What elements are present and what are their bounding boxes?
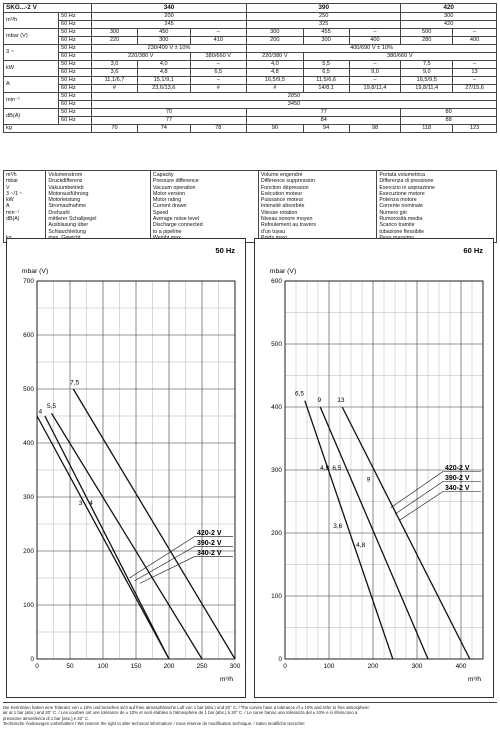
spec-cell: –: [190, 60, 247, 68]
spec-row: [4, 52, 497, 60]
spec-cell: –: [190, 76, 247, 84]
y-tick-label: 0: [30, 656, 34, 664]
x-tick-label: 150: [130, 663, 142, 670]
spec-cell: 11,1/6,7: [92, 76, 138, 84]
spec-frequency: 50 Hz: [59, 92, 92, 100]
series-label: 420-2 V: [445, 465, 470, 472]
spec-cell: 23,6/13,6: [137, 84, 190, 92]
spec-cell: 455: [303, 28, 349, 36]
spec-cell: 300: [401, 12, 497, 20]
spec-header-row: [4, 4, 497, 13]
legend-row: [4, 171, 497, 243]
x-axis-label: m³/h: [468, 676, 481, 683]
spec-row: [4, 60, 497, 68]
spec-cell: 400/690 V ± 10%: [247, 44, 497, 52]
spec-frequency: 50 Hz: [59, 44, 92, 52]
spec-cell: 300: [137, 36, 190, 44]
y-axis-label: mbar (V): [21, 268, 49, 275]
y-tick-label: 200: [23, 548, 34, 556]
footnote: [3, 702, 497, 727]
series-curve-390-2-v: [52, 413, 203, 659]
spec-row: [4, 108, 497, 116]
footnote-line: Technische Änderungen vorbehalten! / We reserve the right to alter technical information! / Sous réserve de modification technique. / Salvo modifiche tecniche!: [3, 721, 305, 727]
spec-frequency: 60 Hz: [59, 68, 92, 76]
x-tick-label: 100: [323, 663, 335, 670]
spec-frequency: 50 Hz: [59, 76, 92, 84]
chart-svg: [255, 239, 493, 697]
spec-row-label: 3 ~: [4, 44, 59, 60]
spec-frequency: 60 Hz: [59, 36, 92, 44]
spec-row: [4, 92, 497, 100]
spec-cell: 400: [349, 36, 401, 44]
x-tick-label: 0: [283, 663, 287, 670]
y-tick-label: 100: [271, 593, 282, 601]
x-tick-label: 200: [163, 663, 175, 670]
series-label: 340-2 V: [445, 485, 470, 492]
spec-cell: 6,5: [190, 68, 247, 76]
legend-entry: Discharge connected: [152, 222, 203, 229]
legend-entry: Niveau sonore moyen: [260, 216, 313, 223]
chart-title: 60 Hz: [463, 246, 483, 255]
x-tick-label: 200: [367, 663, 379, 670]
y-tick-label: 100: [23, 602, 34, 610]
spec-cell: –: [349, 60, 401, 68]
spec-cell: –: [453, 28, 497, 36]
spec-frequency: 60 Hz: [59, 100, 92, 108]
footnote-line: air at 1 bar (abs.) and 20° C. / Les courbes ont une tolérance de ± 10% et sont établies à l'atmosphère de 1 bar (abs.) à 20° C. / Le curve hanno una tolleranza del ± 10% e si riferiscono a: [3, 710, 358, 716]
legend-entry: Ausblasung über: [48, 222, 89, 229]
legend-entry: Motor version: [152, 190, 185, 197]
spec-cell: 220: [92, 36, 138, 44]
spec-cell: 280: [401, 36, 453, 44]
legend-entry: Current drawn: [152, 203, 187, 210]
legend-entry: Esecuzione motore: [379, 190, 425, 197]
legend-entry: A: [6, 203, 10, 210]
spec-cell: 300: [247, 28, 304, 36]
spec-cell: 94: [303, 124, 349, 132]
spec-cell: 4,8: [137, 68, 190, 76]
curve-power-label: 4,8: [320, 465, 330, 472]
spec-cell: 3,0: [92, 60, 138, 68]
spec-cell: 9,0: [401, 68, 453, 76]
spec-cell: 380/660 V: [303, 52, 496, 60]
chart-60hz: [254, 238, 494, 698]
spec-cell: #: [92, 84, 138, 92]
spec-cell: 13: [453, 68, 497, 76]
legend-entry: Volumenstrom: [48, 172, 83, 178]
spec-row: [4, 68, 497, 76]
spec-row: [4, 76, 497, 84]
spec-cell: #: [247, 84, 304, 92]
spec-cell: 27/15,6: [453, 84, 497, 92]
legend-entry: Différence suppression: [260, 178, 315, 185]
legend-entry: Schlauchleitung: [48, 228, 86, 235]
spec-cell: 245: [92, 20, 247, 28]
spec-cell: 3,6: [92, 68, 138, 76]
spec-cell: 80: [401, 108, 497, 116]
legend-entry: Puissance moteur: [260, 197, 304, 204]
y-tick-label: 500: [271, 341, 282, 349]
spec-cell: 19,8/11,4: [401, 84, 453, 92]
spec-cell: 500: [401, 28, 453, 36]
spec-frequency: 50 Hz: [59, 12, 92, 20]
spec-model: SKG...-2 V: [4, 4, 92, 13]
spec-cell: 98: [349, 124, 401, 132]
spec-row: [4, 20, 497, 28]
curve-power-label: 6,5: [332, 465, 342, 472]
spec-cell: 410: [190, 36, 247, 44]
spec-column-header: 340: [92, 4, 247, 13]
spec-row-label: mbar (V): [4, 28, 59, 44]
series-label: 420-2 V: [197, 529, 222, 537]
x-tick-label: 50: [66, 663, 74, 670]
curve-power-label: 9: [366, 476, 371, 484]
legend-entry: Motorleistung: [48, 197, 81, 204]
spec-row-label: m³/h: [4, 12, 59, 28]
legend-entry: dB(A): [6, 216, 20, 223]
chart-50hz: [6, 238, 246, 698]
legend-entry: mbar: [6, 178, 19, 185]
legend-table: [3, 170, 497, 243]
spec-frequency: 50 Hz: [59, 28, 92, 36]
spec-cell: 19,8/11,4: [349, 84, 401, 92]
series-leader-line: [395, 482, 443, 515]
legend-entry: Motorausführung: [48, 190, 89, 197]
spec-cell: 450: [137, 28, 190, 36]
spec-cell: 4,8: [247, 68, 304, 76]
spec-frequency: 60 Hz: [59, 116, 92, 124]
spec-cell: #: [190, 84, 247, 92]
spec-cell: 70: [92, 108, 247, 116]
legend-entry: Capacity: [152, 172, 174, 178]
series-curve-340-2-v: [45, 416, 169, 659]
curve-power-label: 13: [337, 396, 345, 404]
legend-entry: Exécution moteur: [260, 190, 303, 197]
chart-title: 50 Hz: [215, 246, 235, 255]
series-label: 390-2 V: [197, 539, 222, 547]
curve-power-label: 9: [317, 396, 322, 404]
x-tick-label: 250: [196, 663, 208, 670]
legend-column-de: [46, 171, 151, 243]
legend-column-fr: [258, 171, 376, 243]
spec-cell: 400: [453, 36, 497, 44]
spec-cell: 3450: [92, 100, 497, 108]
curve-power-label: 4: [38, 408, 43, 416]
legend-entry: Refoulement au travers: [260, 222, 316, 229]
y-tick-label: 200: [271, 530, 282, 538]
spec-cell: –: [453, 60, 497, 68]
spec-row-label: kW: [4, 60, 59, 76]
spec-cell: 15,1/9,1: [137, 76, 190, 84]
spec-cell: 88: [401, 116, 497, 124]
spec-cell: 220/380 V: [92, 52, 191, 60]
spec-cell: 200: [92, 12, 247, 20]
spec-cell: 380/660 V: [190, 52, 247, 60]
legend-entry: mittlerer Schallpegel: [48, 216, 97, 223]
spec-cell: –: [190, 28, 247, 36]
x-tick-label: 0: [35, 663, 39, 670]
y-tick-label: 500: [23, 386, 34, 394]
legend-entry: Pressure difference: [152, 178, 199, 185]
legend-entry: Motor rating: [152, 197, 182, 204]
spec-cell: –: [453, 76, 497, 84]
spec-cell: 16,5/9,5: [247, 76, 304, 84]
series-label: 390-2 V: [445, 475, 470, 482]
spec-row: [4, 124, 497, 132]
spec-row-label: A: [4, 76, 59, 92]
legend-entry: Druckdifferenz: [48, 178, 83, 185]
y-tick-label: 300: [23, 494, 34, 502]
legend-entry: Numero giri: [379, 209, 407, 216]
legend-entry: d'un tuyau: [260, 228, 286, 235]
spec-cell: 14/8,1: [303, 84, 349, 92]
legend-column-en: [150, 171, 258, 243]
legend-column-it: [377, 171, 497, 243]
spec-frequency: 60 Hz: [59, 84, 92, 92]
spec-cell: 78: [190, 124, 247, 132]
spec-cell: 2850: [92, 92, 497, 100]
y-tick-label: 600: [271, 278, 282, 286]
legend-entry: Stromaufnahme: [48, 203, 87, 210]
spec-cell: 325: [247, 20, 401, 28]
y-tick-label: 600: [23, 332, 34, 340]
legend-entry: tubazione flessibile: [379, 228, 425, 235]
spec-frequency: 60 Hz: [59, 20, 92, 28]
legend-entry: to a pipeline: [152, 228, 182, 235]
footnote-line: Die Kennlinien haben eine Toleranz von ± 10% und beziehen sich auf freie atmosphärische Luft von 1 bar (abs.) und 20° C. / The curves have a tolerance of ± 10% and refer to free atmospheric: [3, 705, 370, 710]
curve-power-label: 7,5: [70, 379, 80, 387]
spec-column-header: 420: [401, 4, 497, 13]
spec-cell: 300: [303, 36, 349, 44]
legend-entry: Drehzahl: [48, 209, 70, 216]
legend-entry: Vakuumbetrieb: [48, 184, 84, 191]
spec-row-label: min⁻¹: [4, 92, 59, 108]
spec-cell: 77: [247, 108, 401, 116]
spec-cell: 74: [137, 124, 190, 132]
spec-cell: 90: [247, 124, 304, 132]
spec-frequency: 50 Hz: [59, 108, 92, 116]
spec-cell: 6,5: [303, 68, 349, 76]
legend-entry: m³/h: [6, 172, 17, 178]
curve-power-label: 4: [89, 500, 93, 508]
y-tick-label: 400: [271, 404, 282, 412]
spec-cell: 300: [92, 28, 138, 36]
x-tick-label: 300: [411, 663, 423, 670]
legend-entry: Scarico tramite: [379, 222, 415, 229]
spec-row: [4, 12, 497, 20]
spec-cell: 84: [247, 116, 401, 124]
y-tick-label: 0: [278, 656, 282, 664]
spec-row: [4, 100, 497, 108]
spec-cell: 420: [401, 20, 497, 28]
y-tick-label: 700: [23, 278, 34, 286]
curve-power-label: 6,5: [294, 390, 305, 398]
spec-cell: 70: [92, 124, 138, 132]
y-tick-label: 300: [271, 467, 282, 475]
legend-entry: Esercizio in aspirazione: [379, 184, 435, 191]
x-axis-label: m³/h: [220, 676, 233, 683]
legend-entry: Intensité absorbée: [260, 203, 305, 210]
spec-cell: 9,0: [349, 68, 401, 76]
legend-entry: kW: [6, 197, 14, 204]
spec-cell: 16,5/9,5: [401, 76, 453, 84]
spec-cell: 250: [247, 12, 401, 20]
series-label: 340-2 V: [197, 549, 222, 557]
spec-row: [4, 28, 497, 36]
curve-power-label: 5,5: [46, 402, 57, 410]
spec-table: [3, 3, 497, 133]
spec-cell: 220/380 V: [247, 52, 304, 60]
spec-cell: –: [349, 28, 401, 36]
spec-row-label: kg: [4, 124, 92, 132]
legend-entry: Rumorosità media: [379, 216, 423, 223]
spec-row: [4, 36, 497, 44]
curve-power-label: 3,6: [333, 522, 343, 530]
spec-cell: 200: [247, 36, 304, 44]
spec-cell: 123: [453, 124, 497, 132]
spec-cell: 11,5/6,6: [303, 76, 349, 84]
spec-cell: –: [349, 76, 401, 84]
legend-entry: Speed: [152, 209, 169, 216]
legend-entry: Portata volumetrica: [379, 172, 425, 178]
legend-entry: Vacuum operation: [152, 184, 196, 191]
legend-entry: Fonction dépression: [260, 184, 309, 191]
legend-entry: Potenza motore: [379, 197, 417, 204]
legend-entry: Volume engendré: [260, 172, 303, 178]
spec-column-header: 390: [247, 4, 401, 13]
y-tick-label: 400: [23, 440, 34, 448]
x-tick-label: 100: [97, 663, 109, 670]
spec-cell: 4,0: [247, 60, 304, 68]
spec-frequency: 50 Hz: [59, 60, 92, 68]
curve-power-label: 4,8: [356, 541, 366, 549]
spec-cell: 5,5: [303, 60, 349, 68]
legend-entry: min⁻¹: [6, 209, 20, 216]
spec-cell: 77: [92, 116, 247, 124]
spec-row-label: dB(A): [4, 108, 59, 124]
legend-column-units: [4, 171, 46, 243]
spec-row: [4, 44, 497, 52]
spec-row: [4, 116, 497, 124]
y-axis-label: mbar (V): [269, 268, 297, 275]
spec-cell: 230/400 V ± 10%: [92, 44, 247, 52]
x-tick-label: 400: [455, 663, 467, 670]
spec-cell: 118: [401, 124, 453, 132]
spec-frequency: 60 Hz: [59, 52, 92, 60]
legend-entry: V: [6, 184, 10, 191]
legend-entry: Average noise level: [152, 216, 200, 223]
spec-row: [4, 84, 497, 92]
legend-entry: Corrente nominale: [379, 203, 423, 210]
spec-cell: 4,0: [137, 60, 190, 68]
legend-entry: Differenza di pressione: [379, 178, 434, 185]
curve-power-label: 3: [78, 500, 83, 508]
footnote-line: pressione atmosferica di 1 bar (ass.) e 20° C.: [3, 715, 90, 721]
spec-cell: 7,5: [401, 60, 453, 68]
legend-entry: Vitesse rotation: [260, 209, 298, 216]
x-tick-label: 300: [229, 663, 241, 670]
legend-entry: 3 ~/1 ~: [6, 190, 23, 197]
chart-svg: [7, 239, 245, 697]
